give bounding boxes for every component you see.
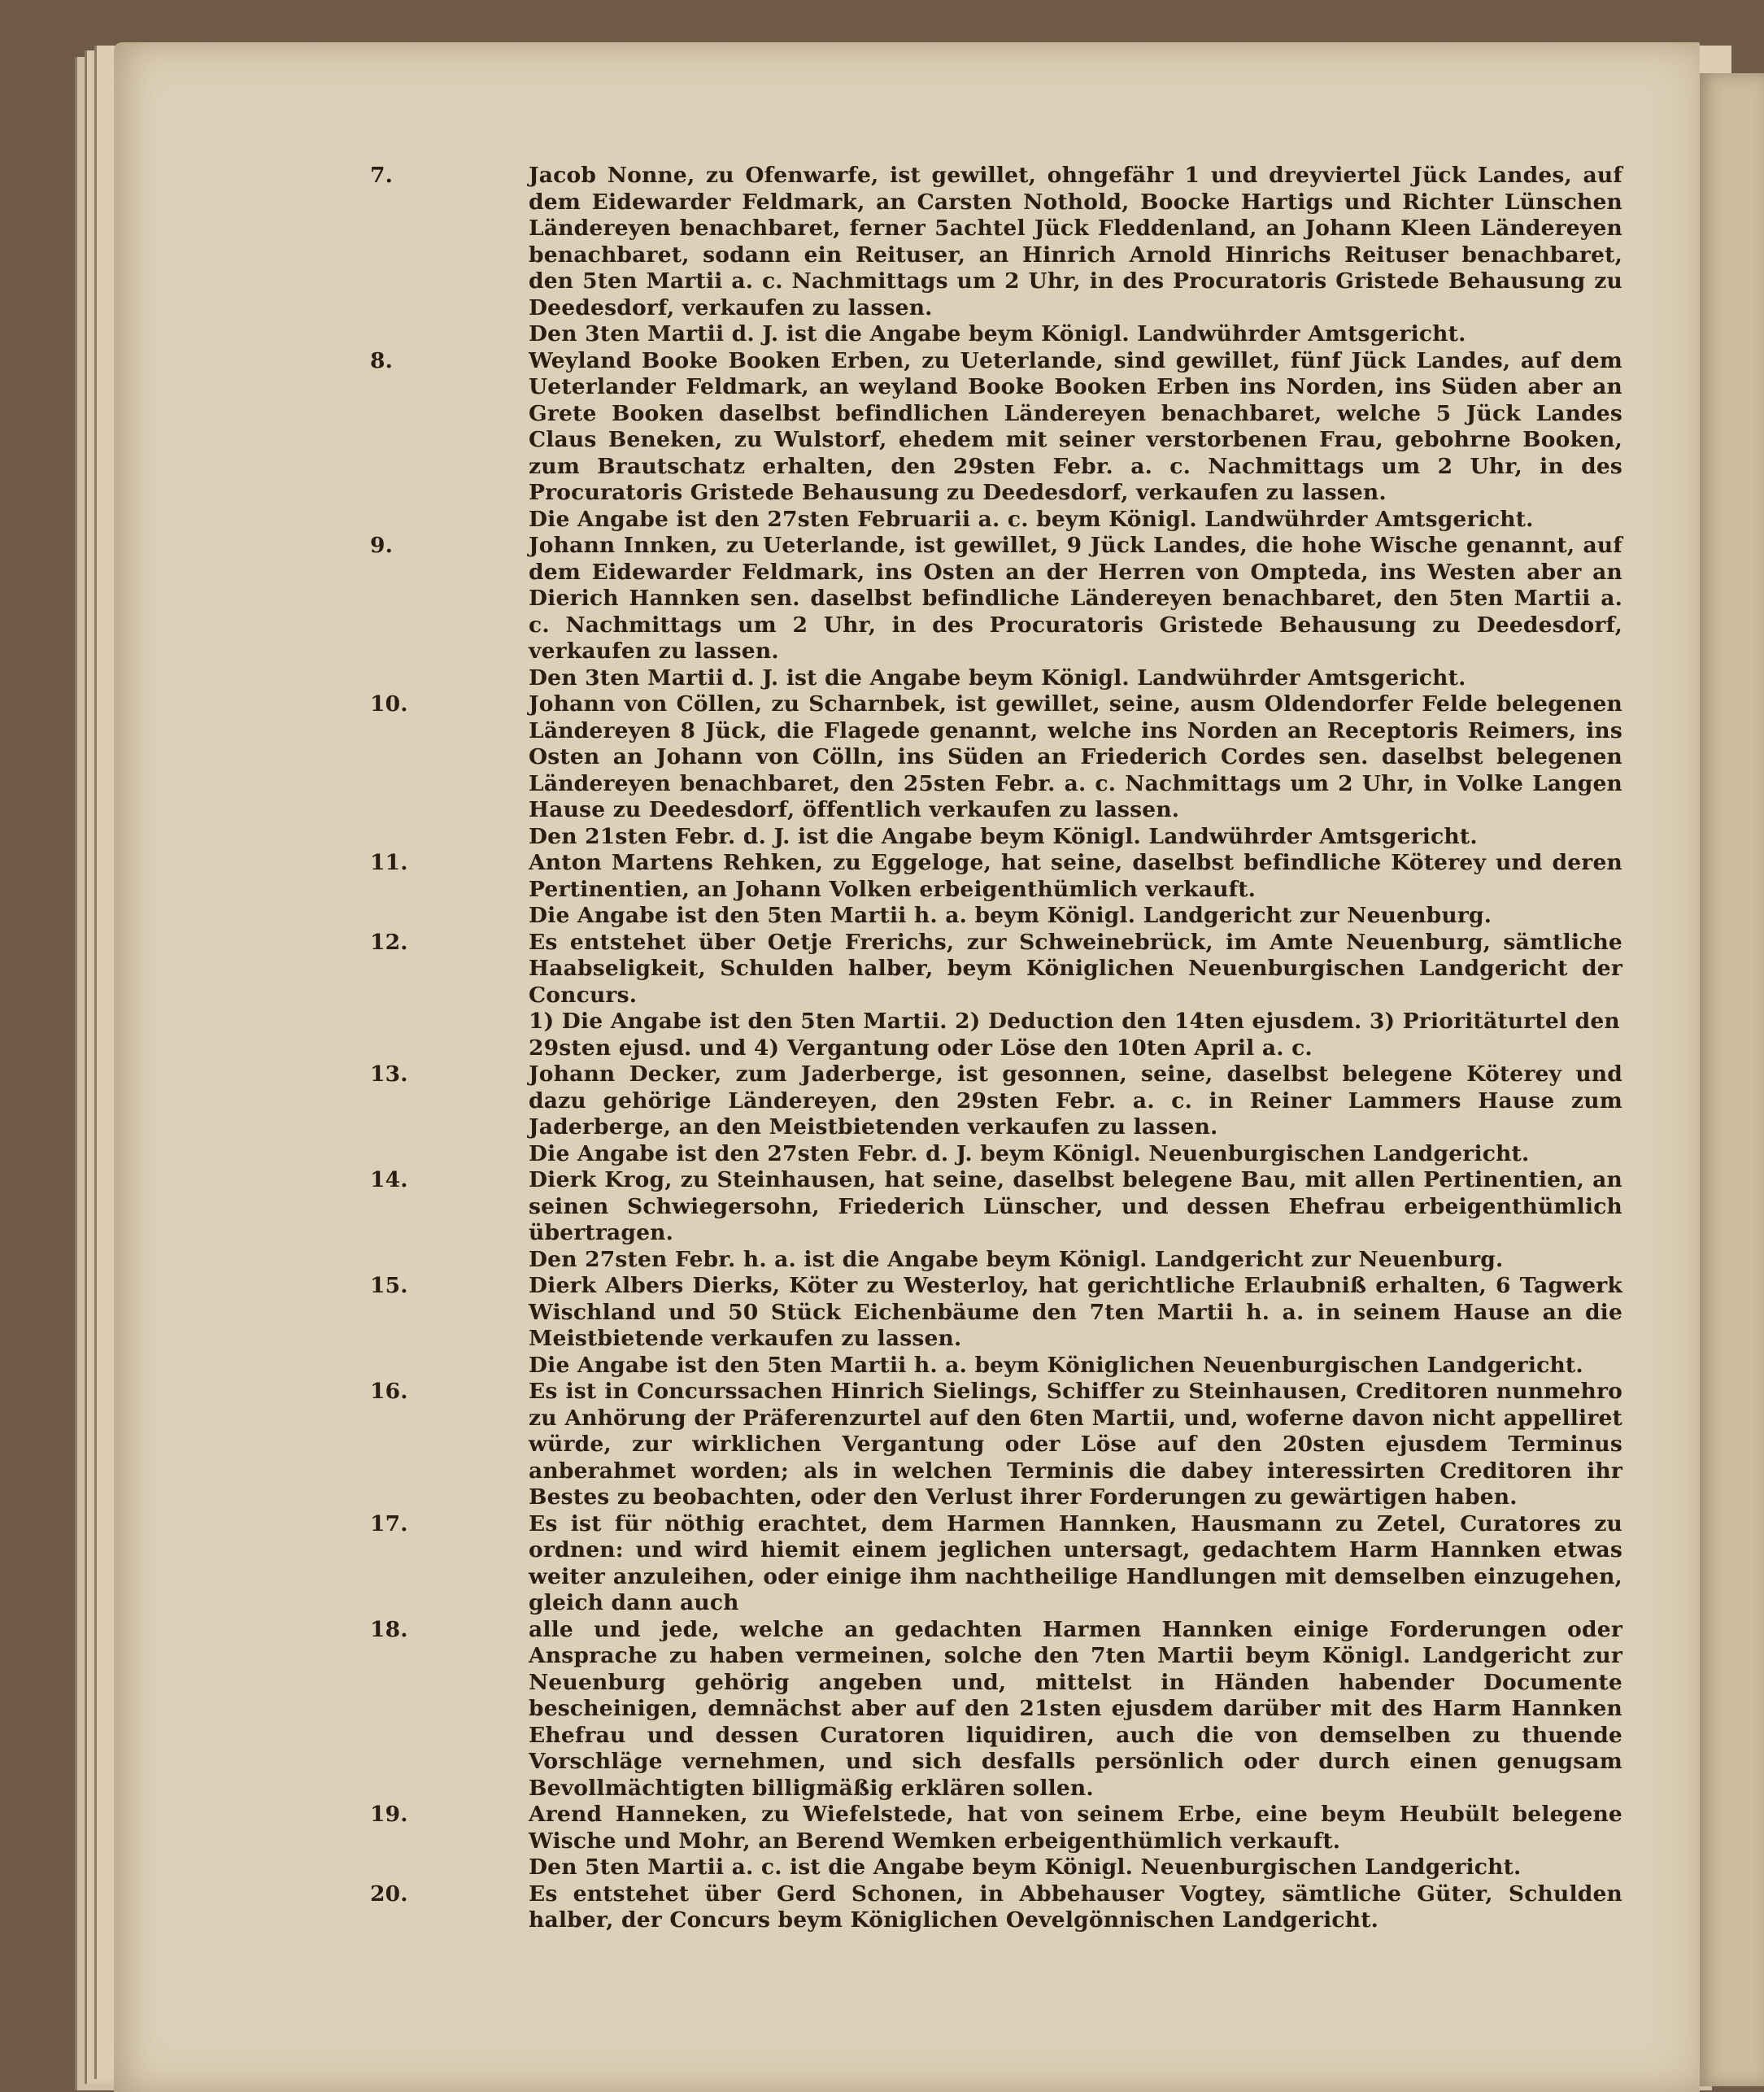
entry-number: 8. <box>370 347 394 373</box>
entry-9 <box>370 533 1622 665</box>
entry-16 <box>370 1379 1622 1511</box>
entry-number: 17. <box>370 1510 408 1536</box>
entry-text: Weyland Booke Booken Erben, zu Ueterlande, sind gewillet, fünf Jück Landes, auf dem Ueterlander Feldmark, an weyland Booke Booken Erben ins Norden, ins Süden aber an Grete Booken daselbst befindlichen Ländereyen benachbaret, welche 5 Jück Landes Claus Beneken, zu Wulstorf, ehedem mit seiner verstorbenen Frau, gebohrne Booken, zum Brautschatz erhalten, den 29sten Febr. a. c. Nachmittags um 2 Uhr, in des Procuratoris Gristede Behausung zu Deedesdorf, verkaufen zu lassen. <box>529 347 1622 505</box>
entry-text: Dierk Albers Dierks, Köter zu Westerloy, hat gerichtliche Erlaubniß erhalten, 6 Tagwerk Wischland und 50 Stück Eichenbäume den 7ten Martii h. a. in seinem Hause an die Meistbietende verkaufen zu lassen. <box>529 1273 1622 1351</box>
entry-text: Anton Martens Rehken, zu Eggeloge, hat seine, daselbst befindliche Köterey und deren Pertinentien, an Johann Volken erbeigenthümlich verkauft. <box>529 850 1622 902</box>
entry-text: Es ist in Concurssachen Hinrich Sielings, Schiffer zu Steinhausen, Creditoren nunmehro zu Anhörung der Präferenzurtel auf den 6ten Martii, und, woferne davon nicht appelliret würde, zur wirklichen Vergantung oder Löse auf den 20sten ejusdem Terminus anberahmet worden; als in welchen Terminis die dabey interessirten Creditoren ihr Bestes zu beobachten, oder den Verlust ihrer Forderungen zu gewärtigen haben. <box>529 1379 1622 1510</box>
entry-text: Johann Innken, zu Ueterlande, ist gewillet, 9 Jück Landes, die hohe Wische genannt, auf dem Eidewarder Feldmark, ins Osten an der Herren von Ompteda, ins Westen aber an Dierich Hannken sen. daselbst befindliche Ländereyen benachbaret, den 5ten Martii a. c. Nachmittags um 2 Uhr, in des Procuratoris Gristede Behausung zu Deedesdorf, verkaufen zu lassen. <box>529 533 1622 664</box>
entry-text: Jacob Nonne, zu Ofenwarfe, ist gewillet, ohngefähr 1 und dreyviertel Jück Landes, auf dem Eidewarder Feldmark, an Carsten Nothold, Boocke Hartigs und Richter Lünschen Ländereyen benachbaret, ferner 5achtel Jück Fleddenland, an Johann Kleen Ländereyen benachbaret, sodann ein Reituser, an Hinrich Arnold Hinrichs Reituser benachbaret, den 5ten Martii a. c. Nachmittags um 2 Uhr, in des Procuratoris Gristede Behausung zu Deedesdorf, verkaufen zu lassen. <box>529 163 1622 320</box>
entry-14 <box>370 1167 1622 1247</box>
page-text <box>370 163 1622 1934</box>
entry-text: Arend Hanneken, zu Wiefelstede, hat von seinem Erbe, eine beym Heubült belegene Wische und Mohr, an Berend Wemken erbeigenthümlich verkauft. <box>529 1802 1622 1854</box>
entry-13 <box>370 1061 1622 1141</box>
entry-note: Die Angabe ist den 5ten Martii h. a. beym Königl. Landgericht zur Neuenburg. <box>529 903 1492 928</box>
entry-note: Den 3ten Martii d. J. ist die Angabe beym Königl. Landwührder Amtsgericht. <box>529 321 1466 346</box>
entry-8 <box>370 348 1622 507</box>
entry-11 <box>370 850 1622 903</box>
entry-note: Die Angabe ist den 27sten Febr. d. J. beym Königl. Neuenburgischen Landgericht. <box>529 1140 1530 1166</box>
entry-text: alle und jede, welche an gedachten Harmen Hannken einige Forderungen oder Ansprache zu haben vermeinen, solche den 7ten Martii beym Königl. Landgericht zur Neuenburg gehörig angeben und, mittelst in Händen habender Documente bescheinigen, demnächst aber auf den 21sten ejusdem darüber mit des Harm Hannken Ehefrau und dessen Curatoren liquidiren, auch die von demselben zu thuende Vorschläge vernehmen, und sich desfalls persönlich oder durch einen genugsam Bevollmächtigten billigmäßig erklären sollen. <box>529 1616 1622 1801</box>
entry-number: 19. <box>370 1802 408 1827</box>
entry-17 <box>370 1511 1622 1617</box>
entry-note: 1) Die Angabe ist den 5ten Martii. 2) Deduction den 14ten ejusdem. 3) Prioritäturtel den 29sten ejusd. und 4) Vergantung oder Löse den 10ten April a. c. <box>529 1009 1620 1061</box>
entry-number: 13. <box>370 1061 408 1087</box>
entry-number: 10. <box>370 691 408 717</box>
entry-text: Johann Decker, zum Jaderberge, ist gesonnen, seine, daselbst belegene Köterey und dazu gehörige Ländereyen, den 29sten Febr. a. c. in Reiner Lammers Hause zum Jaderberge, an den Meistbietenden verkaufen zu lassen. <box>529 1061 1622 1140</box>
entry-number: 18. <box>370 1616 408 1642</box>
entry-18 <box>370 1617 1622 1802</box>
entry-text: Es entstehet über Gerd Schonen, in Abbehauser Vogtey, sämtliche Güter, Schulden halber, der Concurs beym Königlichen Oevelgönnischen Landgericht. <box>529 1881 1622 1933</box>
entry-number: 14. <box>370 1167 408 1192</box>
entry-number: 16. <box>370 1379 408 1404</box>
entry-text: Dierk Krog, zu Steinhausen, hat seine, daselbst belegene Bau, mit allen Pertinentien, an seinen Schwiegersohn, Friederich Lünscher, und dessen Ehefrau erbeigenthümlich übertragen. <box>529 1167 1622 1245</box>
entry-7 <box>370 163 1622 321</box>
entry-number: 20. <box>370 1881 408 1907</box>
entry-number: 12. <box>370 929 408 955</box>
entry-number: 9. <box>370 533 394 558</box>
entry-text: Johann von Cöllen, zu Scharnbek, ist gewillet, seine, ausm Oldendorfer Felde belegenen Ländereyen 8 Jück, die Flagede genannt, welche ins Norden an Receptoris Reimers, ins Osten an Johann von Cölln, ins Süden an Friederich Cordes sen. daselbst belegenen Ländereyen benachbaret, den 25sten Febr. a. c. Nachmittags um 2 Uhr, in Volke Langen Hause zu Deedesdorf, öffentlich verkaufen zu lassen. <box>529 691 1622 822</box>
entry-note: Die Angabe ist den 27sten Februarii a. c. beym Königl. Landwührder Amtsgericht. <box>529 506 1534 532</box>
entry-number: 15. <box>370 1273 408 1298</box>
entry-note: Den 27sten Febr. h. a. ist die Angabe beym Königl. Landgericht zur Neuenburg. <box>529 1246 1504 1272</box>
entry-note: Den 3ten Martii d. J. ist die Angabe beym Königl. Landwührder Amtsgericht. <box>529 665 1466 691</box>
entry-note: Die Angabe ist den 5ten Martii h. a. beym Königlichen Neuenburgischen Landgericht. <box>529 1352 1583 1378</box>
entry-15 <box>370 1273 1622 1353</box>
entry-number: 7. <box>370 163 394 188</box>
entry-20 <box>370 1881 1622 1934</box>
entry-number: 11. <box>370 850 408 875</box>
entry-note: Den 5ten Martii a. c. ist die Angabe beym Königl. Neuenburgischen Landgericht. <box>529 1854 1522 1880</box>
entry-10 <box>370 691 1622 824</box>
entry-text: Es entstehet über Oetje Frerichs, zur Schweinebrück, im Amte Neuenburg, sämtliche Haabseligkeit, Schulden halber, beym Königlichen Neuenburgischen Landgericht der Concurs. <box>529 929 1622 1008</box>
entry-12 <box>370 930 1622 1009</box>
entry-note: Den 21sten Febr. d. J. ist die Angabe beym Königl. Landwührder Amtsgericht. <box>529 823 1478 849</box>
entry-text: Es ist für nöthig erachtet, dem Harmen Hannken, Hausmann zu Zetel, Curatores zu ordnen: und wird hiemit einem jeglichen untersagt, gedachtem Harm Hannken etwas weiter anzuleihen, oder einige ihm nachtheilige Handlungen mit demselben einzugehen, gleich dann auch <box>529 1510 1622 1615</box>
facing-page-edge <box>1700 73 1764 2086</box>
entry-19 <box>370 1802 1622 1854</box>
